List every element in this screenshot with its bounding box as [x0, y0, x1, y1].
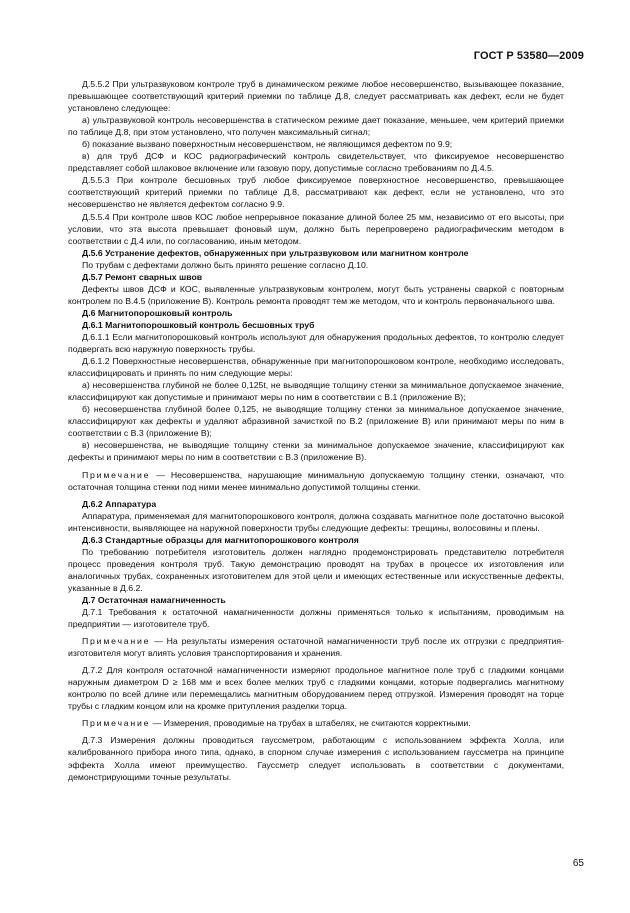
paragraph: Д.6.1.2 Поверхностные несовершенства, обнаруженные при магнитопорошковом контроле, необходимо исследовать, классифицировать и принять по ним следующие меры:	[68, 356, 564, 379]
section-heading: Д.6.1 Магнитопорошковый контроль бесшовных труб	[82, 319, 315, 330]
list-item: в) несовершенства, не выводящие толщину стенки за минимальное допускаемое значение, классифицируют как дефекты и принимают меры по ним в соответствии с В.3 (приложение В).	[68, 440, 564, 463]
section-heading: Д.6 Магнитопорошковый контроль	[82, 307, 233, 318]
document-body	[68, 78, 564, 783]
paragraph: Д.7.3 Измерения должны проводиться гауссметром, работающим с использованием эффекта Холла, или калиброванного прибора иного типа, однако, в спорном случае измерения с использованием гауссметра на принципе эффекта Холла имеют преимущество. Гауссметр следует использовать в соответствии с документами, демонстрирующими точные результаты.	[68, 735, 564, 782]
section-heading: Д.5.7 Ремонт сварных швов	[82, 271, 203, 282]
section-heading: Д.6.2 Аппаратура	[82, 498, 157, 509]
note-text: — Несовершенства, нарушающие минимальную допускаемую толщину стенки, означают, что остаточная толщина стенки под ними менее минимально допустимой толщины стенки.	[68, 469, 564, 492]
note-text: — Измерения, проводимые на трубах в штабелях, не считаются корректными.	[150, 718, 471, 729]
paragraph: По требованию потребителя изготовитель должен наглядно продемонстрировать представителю потребителя процесс проведения контроля труб. Такую демонстрацию проводят на трубах в процессе их изготовления или аналогичных трубах, сохраненных изготовителем для этой цели и имеющих естественные или искусственные дефекты, указанные в Д.6.2.	[68, 546, 564, 593]
note-label: Примечание	[82, 718, 151, 729]
section-heading: Д.7 Остаточная намагниченность	[82, 594, 226, 605]
page-number: 65	[572, 858, 584, 869]
list-item: б) несовершенства глубиной более 0,125, не выводящие толщину стенки за минимальное допускаемое значение, классифицируют как дефекты и удаляют абразивной зачисткой по В.2 (приложение В) или принимают меры по ним в соответствии с В.3 (приложение В);	[68, 404, 564, 439]
section-heading: Д.6.3 Стандартные образцы для магнитопорошкового контроля	[82, 534, 359, 545]
paragraph: Дефекты швов ДСФ и КОС, выявленные ультразвуковым контролем, могут быть устранены сваркой с повторным контролем по В.4.5 (приложение В). Контроль ремонта проводят тем же методом, что и контроль первоначального шва.	[68, 283, 564, 306]
list-item: б) показание вызвано поверхностным несовершенством, не являющимся дефектом по 9.9;	[82, 139, 453, 150]
note-text: — На результаты измерения остаточной намагниченности труб после их отгрузки с предприятия-изготовителя могут влиять условия транспортирования и хранения.	[68, 636, 564, 659]
note-label: Примечание	[82, 469, 151, 480]
list-item: в) для труб ДСФ и КОС радиографический контроль свидетельствует, что фиксируемое несовершенство представляет собой шлаковое включение или газовую пору, допустимые согласно требованиям по Д.4.5.	[68, 151, 564, 174]
note	[68, 717, 564, 729]
note-label: Примечание	[82, 636, 151, 647]
paragraph: Д.5.5.2 При ультразвуковом контроле труб в динамическом режиме любое несовершенство, вызывающее показание, превышающее соответствующий критерий приемки по таблице Д.8, следует рассматривать как дефект, если не будет установлено следующее:	[68, 79, 564, 114]
paragraph: Д.5.5.4 При контроле швов КОС любое непрерывное показание длиной более 25 мм, независимо от его высоты, при условии, что эта высота превышает фоновый шум, должно быть перепроверено радиографическим методом в соответствии с Д.4 или, по согласованию, иным методом.	[68, 211, 564, 246]
paragraph: Д.6.1.1 Если магнитопорошковый контроль используют для обнаружения продольных дефектов, то контролю следует подвергать всю наружную поверхность трубы.	[68, 331, 564, 355]
note	[68, 469, 564, 493]
paragraph: Д.5.5.3 При контроле бесшовных труб любое фиксируемое поверхностное несовершенство, превышающее соответствующий критерий приемки по таблице Д.8, рассматривают как дефект, если не установлено, что это несовершенство не является дефектом согласно 9.9.	[68, 175, 564, 210]
note	[68, 635, 564, 659]
section-heading: Д.5.6 Устранение дефектов, обнаруженных при ультразвуковом или магнитном контроле	[82, 247, 469, 258]
paragraph: Д.7.2 Для контроля остаточной намагниченности измеряют продольное магнитное поле труб с гладкими концами наружным диаметром D ≥ 168 мм и всех более мелких труб с гладкими концами, которые подвергались магнитному контролю по всей длине или перемещались магнитным оборудованием перед отгрузкой. Измерения проводят на торце трубы с гладким концом или на кромке притупления разделки торца.	[68, 665, 564, 712]
paragraph: По трубам с дефектами должно быть принято решение согласно Д.10.	[82, 259, 369, 270]
standard-number: ГОСТ Р 53580—2009	[473, 50, 584, 62]
paragraph: Д.7.1 Требования к остаточной намагниченности должны применяться только к испытаниям, проводимым на предприятии — изготовителе труб.	[68, 607, 564, 630]
paragraph: Аппаратура, применяемая для магнитопорошкового контроля, должна создавать магнитное поле достаточно высокой интенсивности, выявляющее на наружной поверхности трубы следующие дефекты: трещины, волосовины и плены.	[68, 510, 564, 533]
list-item: а) несовершенства глубиной не более 0,125t, не выводящие толщину стенки за минимальное допускаемое значение, классифицируют как допустимые и принимают меры по ним в соответствии с В.1 (приложение В);	[68, 380, 564, 403]
list-item: а) ультразвуковой контроль несовершенства в статическом режиме дает показание, меньшее, чем критерий приемки по таблице Д.8, при этом установлено, что получен максимальный сигнал;	[68, 115, 564, 138]
